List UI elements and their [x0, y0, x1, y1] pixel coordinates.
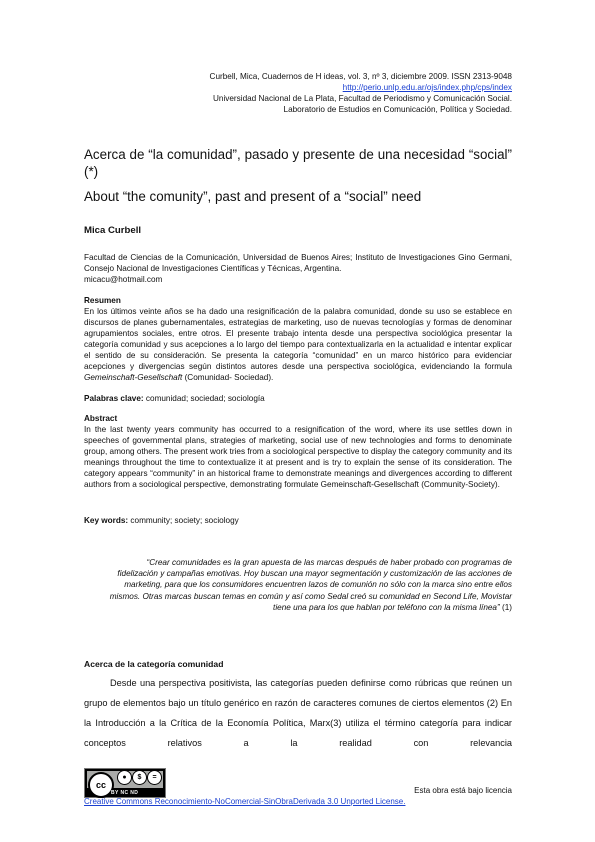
resumen-text-main: En los últimos veinte años se ha dado una resignificación de la palabra comunidad, donde su uso se establece en discursos de planes gubernamentales, estrategias de marketing, uso de nuevas tecnologías y formas de denominar agrupamientos sociales, entre otros. El presente trabajo intenta desde una perspectiva sociológica presentar la categoría comunidad y sus acepciones a lo largo del tiempo para contextualizarla en la actualidad e intentar explicar el sentido de su consideración. Se presenta la categoría “comunidad” en un marco histórico para evidenciar acepciones y divergencias según distintos autores desde una perspectiva sociológica, evidenciando la formula: [84, 307, 512, 371]
epigraph-text: “Crear comunidades es la gran apuesta de las marcas después de haber probado con programas de fidelización y campañas emotivas. Hoy buscan una mayor segmentación y customización de las acciones de marketing, para que los consumidores encuentren lazos de comunión no sólo con la marca sino entre ellos mismos. Otras marcas buscan temas en común y así como Sedal creó su comunidad en Second Life, Movistar tiene una para los que hablan por teléfono con la misma línea”: [109, 558, 512, 612]
author-affiliation: [84, 252, 512, 285]
epigraph-quote: [104, 557, 512, 613]
cc-nd-icon: =: [147, 770, 162, 785]
resumen-keywords-value: comunidad; sociedad; sociología: [143, 394, 265, 403]
resumen-text-end: (Comunidad- Sociedad).: [182, 373, 274, 382]
abstract-keywords-value: community; society; sociology: [128, 516, 239, 525]
university-line: Universidad Nacional de La Plata, Facultad de Periodismo y Comunicación Social.: [213, 94, 512, 103]
section-heading: Acerca de la categoría comunidad: [84, 659, 224, 669]
resumen-keywords: [84, 394, 265, 403]
cc-nc-icon: $: [132, 770, 147, 785]
journal-url-link[interactable]: http://perio.unlp.edu.ar/ojs/index.php/cps/index: [342, 83, 512, 92]
cc-by-icon: ●: [117, 770, 132, 785]
license-note: Esta obra está bajo licencia: [414, 786, 512, 795]
license-link[interactable]: Creative Commons Reconocimiento-NoComercial-SinObraDerivada 3.0 Unported License.: [84, 797, 406, 806]
cc-logo-icon: cc: [88, 772, 114, 798]
abstract-keywords-label: Key words:: [84, 516, 129, 525]
section-body-text: Desde una perspectiva positivista, las categorías pueden definirse como rúbricas que reúnen un grupo de elementos bajo un título genérico en razón de caracteres comunes de ciertos elementos (2) En la Introducción a la Crítica de la Economía Política, Marx(3) utiliza el término categoría para indicar conceptos relativos a la realidad con relevancia: [84, 678, 512, 748]
abstract-keywords: [84, 516, 239, 525]
affiliation-text: Facultad de Ciencias de la Comunicación, Universidad de Buenos Aires; Instituto de Investigaciones Gino Germani, Consejo Nacional de Investigaciones Científicas y Técnicas, Argentina.: [84, 253, 512, 273]
author-email: micacu@hotmail.com: [84, 275, 163, 284]
epigraph-ref: (1): [499, 602, 512, 612]
abstract-text: In the last twenty years community has occurred to a resignification of the word, where its use settles down in speeches of governmental plans, strategies of marketing, social use of new technologies and forms to denominate group, among others. The present work tries from a sociological perspective to display the category community and its meanings throughout the time to contextualize it at present and is try to explain the sense of its consideration. The category appears “community” in an historical frame to demonstrate meanings and divergences according to different authors from a sociological perspective, demonstrating formulate Gemeinschaft-Gesellschaft (Community-Society).: [84, 425, 512, 489]
resumen-keywords-label: Palabras clave:: [84, 394, 144, 403]
title-english: About “the comunity”, past and present of a “social” need: [84, 189, 422, 204]
resumen-text-formula: Gemeinschaft-Gesellschaft: [84, 373, 183, 382]
resumen-heading: Resumen: [84, 296, 121, 305]
abstract-heading: Abstract: [84, 414, 118, 423]
author-name: Mica Curbell: [84, 225, 142, 236]
cc-license-badge[interactable]: [84, 768, 166, 798]
resumen-text: [84, 306, 512, 383]
title-spanish: Acerca de “la comunidad”, pasado y presente de una necesidad “social” (*): [84, 147, 512, 179]
lab-line: Laboratorio de Estudios en Comunicación, Política y Sociedad.: [283, 105, 512, 114]
cc-badge-labels: BY NC ND: [111, 790, 139, 796]
citation-line: Curbell, Mica, Cuadernos de H ideas, vol. 3, nº 3, diciembre 2009. ISSN 2313-9048: [209, 72, 512, 81]
